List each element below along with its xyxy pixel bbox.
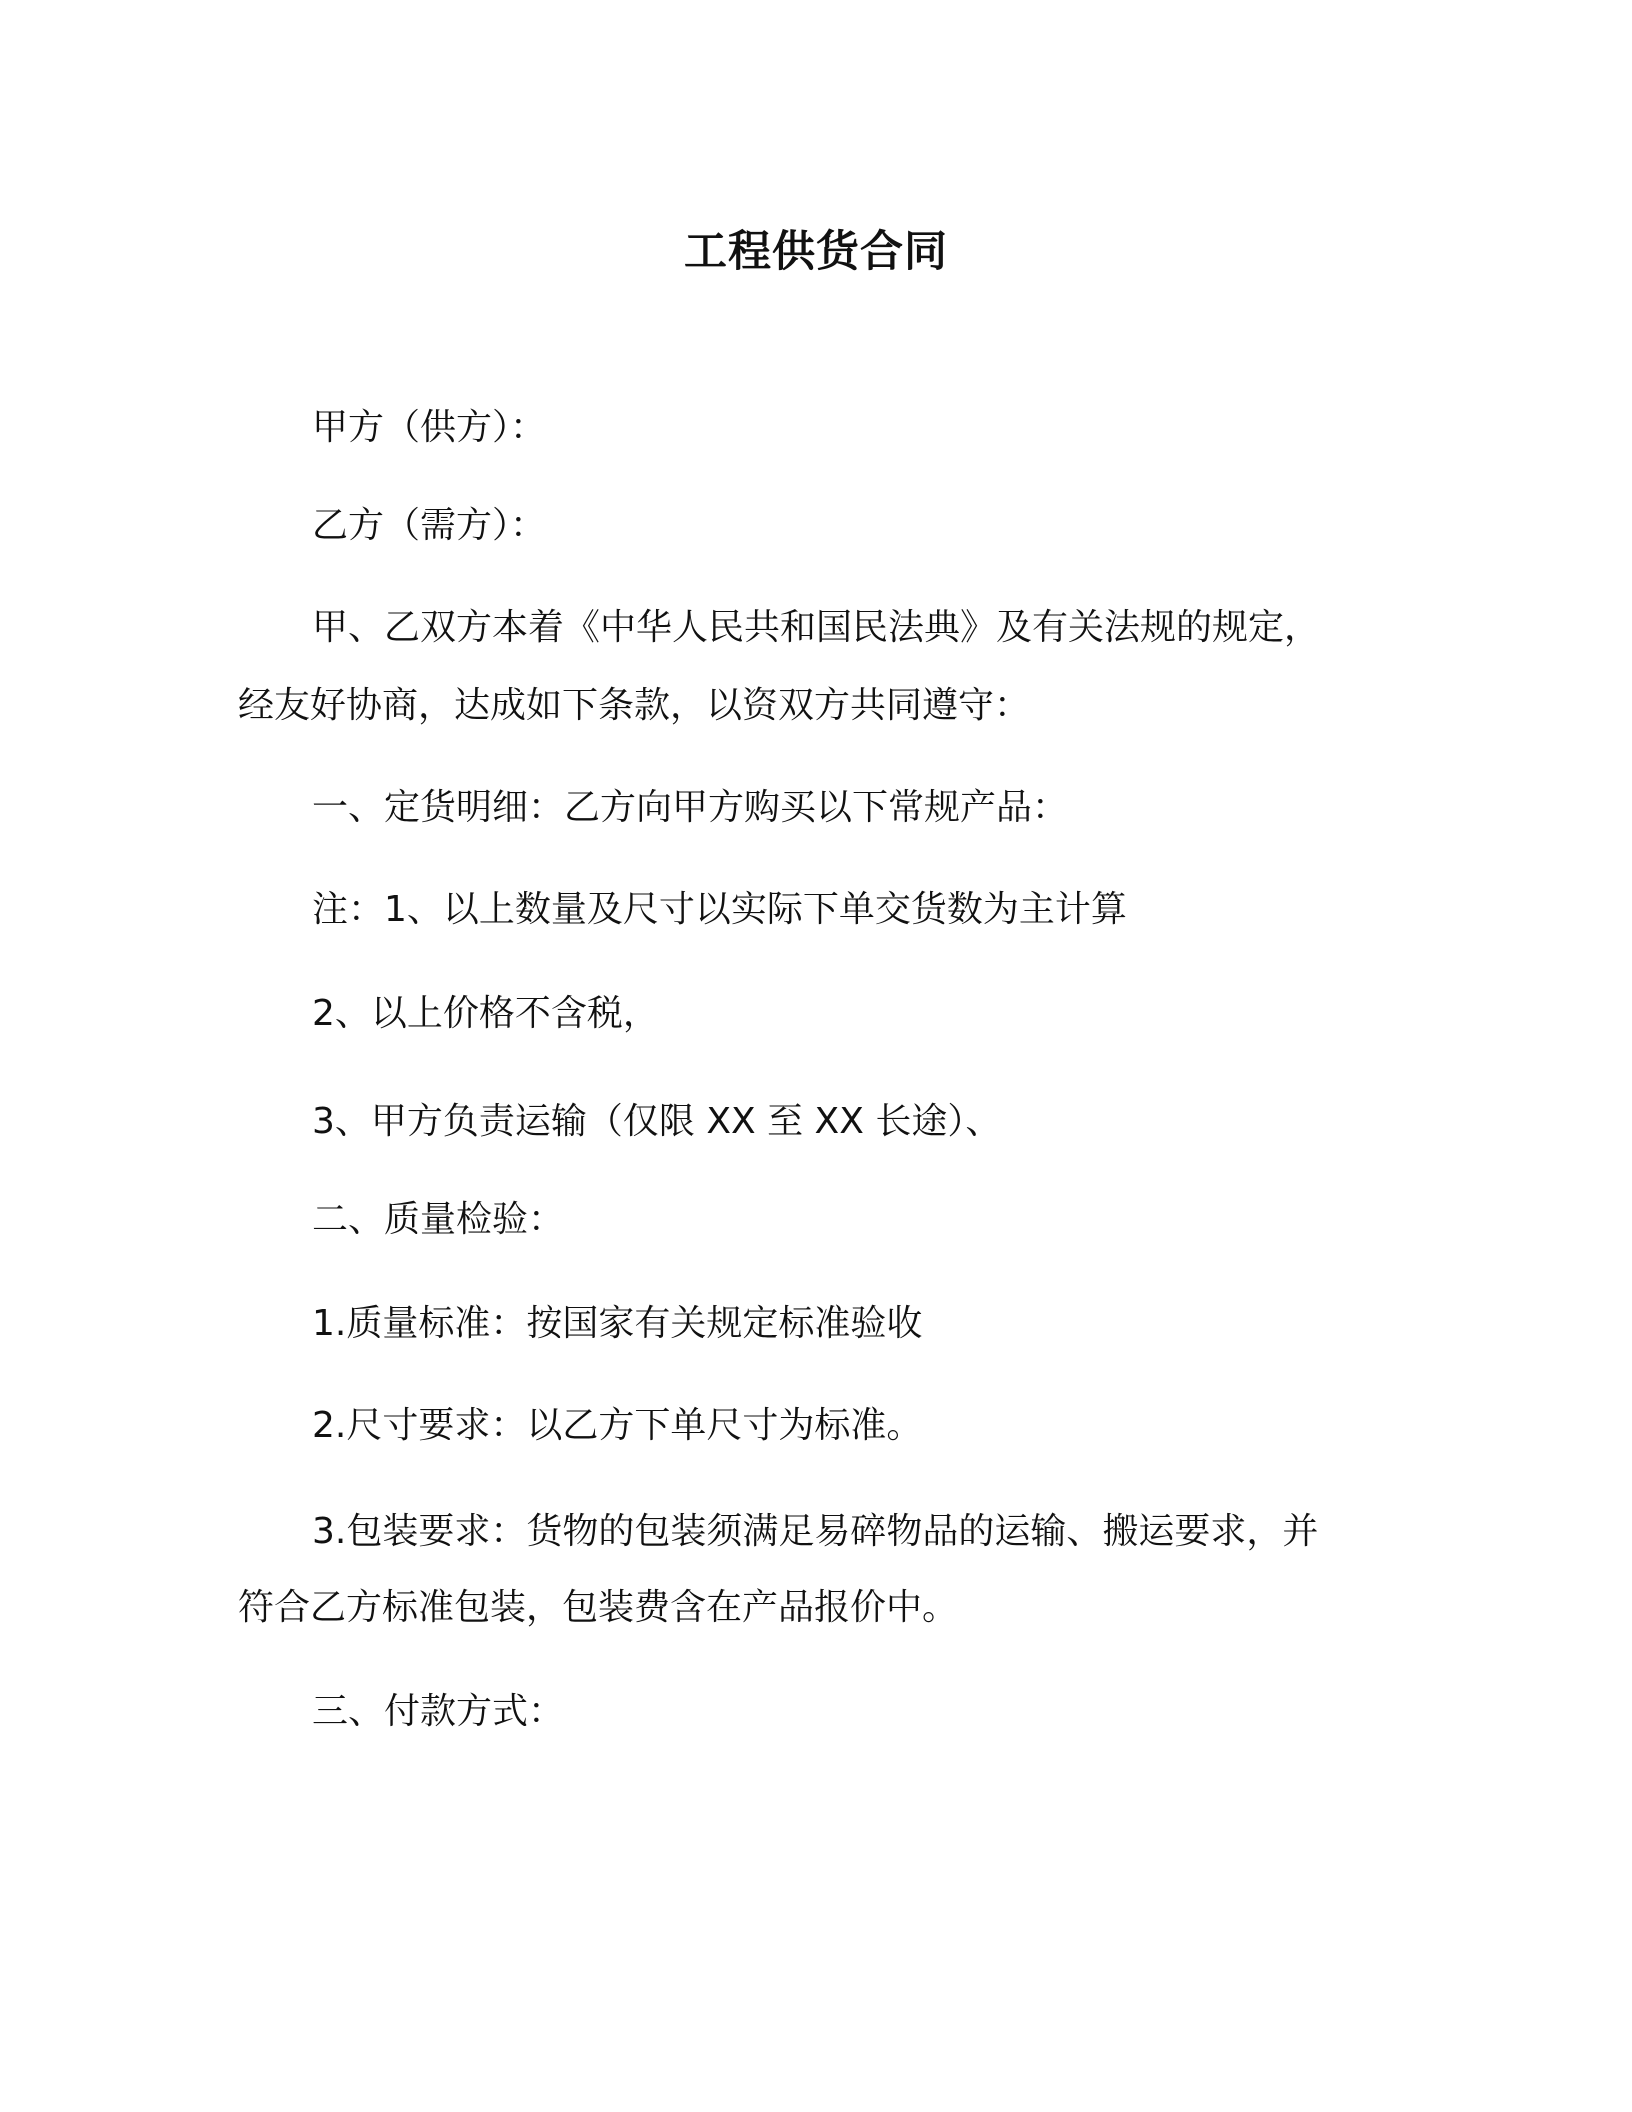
section-2-heading: 二、质量检验： bbox=[312, 1199, 565, 1240]
size-requirement-line: 2.尺寸要求：以乙方下单尺寸为标准。 bbox=[312, 1405, 923, 1446]
note-item-1: 注：1、以上数量及尺寸以实际下单交货数为主计算 bbox=[312, 889, 1127, 930]
note-item-2: 2、以上价格不含税， bbox=[312, 993, 659, 1034]
packaging-requirement-line-1: 3.包装要求：货物的包装须满足易碎物品的运输、搬运要求，并 bbox=[312, 1511, 1319, 1552]
note-item-3: 3、甲方负责运输（仅限 XX 至 XX 长途）、 bbox=[312, 1101, 1002, 1142]
section-1-heading: 一、定货明细：乙方向甲方购买以下常规产品： bbox=[312, 787, 1069, 828]
preamble-line-2: 经友好协商，达成如下条款，以资双方共同遵守： bbox=[238, 685, 1031, 726]
preamble-line-1: 甲、乙双方本着《中华人民共和国民法典》及有关法规的规定， bbox=[312, 607, 1321, 648]
party-a-line: 甲方（供方）： bbox=[312, 407, 547, 448]
party-b-line: 乙方（需方）： bbox=[312, 505, 547, 546]
quality-standard-line: 1.质量标准：按国家有关规定标准验收 bbox=[312, 1303, 923, 1344]
section-3-heading: 三、付款方式： bbox=[312, 1691, 565, 1732]
document-title: 工程供货合同 bbox=[684, 227, 948, 277]
packaging-requirement-line-2: 符合乙方标准包装，包装费含在产品报价中。 bbox=[238, 1587, 959, 1628]
